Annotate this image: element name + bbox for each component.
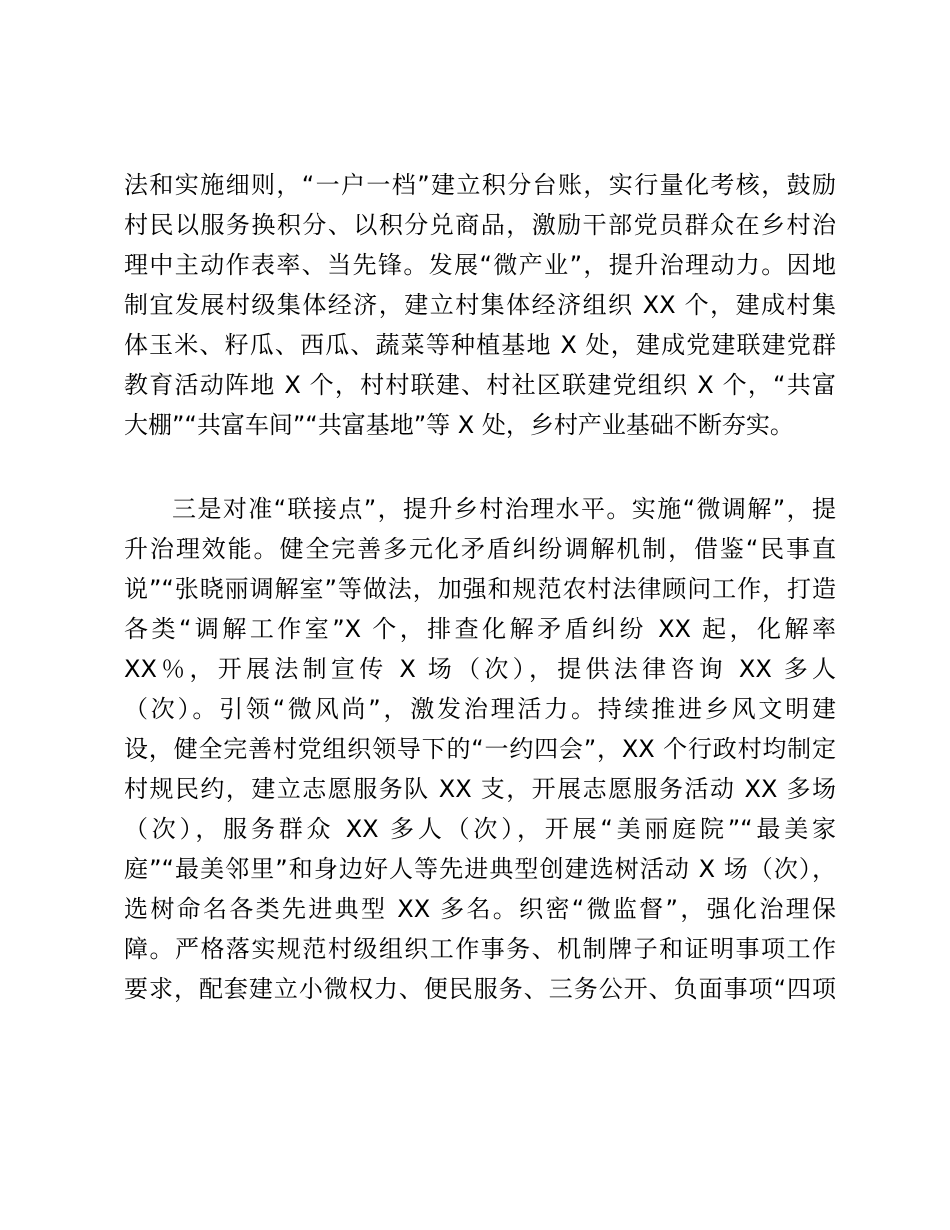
paragraph-line: 要求，配套建立小微权力、便民服务、三务公开、负面事项“四项 <box>124 975 836 1003</box>
paragraph-line: 大棚”“共富车间”“共富基地”等 X 处，乡村产业基础不断夯实。 <box>124 411 794 439</box>
paragraph-line: 制宜发展村级集体经济，建立村集体经济组织 XX 个，建成村集 <box>124 291 836 319</box>
paragraph-line: （次）。引领“微风尚”，激发治理活力。持续推进乡风文明建 <box>124 695 836 723</box>
paragraph-line: 教育活动阵地 X 个，村村联建、村社区联建党组织 X 个，“共富 <box>124 371 836 399</box>
paragraph-line: 村规民约，建立志愿服务队 XX 支，开展志愿服务活动 XX 多场 <box>124 775 836 803</box>
paragraph-line: 理中主动作表率、当先锋。发展“微产业”，提升治理动力。因地 <box>124 251 836 279</box>
paragraph-line: 障。严格落实规范村级组织工作事务、机制牌子和证明事项工作 <box>124 935 836 963</box>
paragraph-line: 庭”“最美邻里”和身边好人等先进典型创建选树活动 X 场（次）， <box>124 855 836 883</box>
paragraph-line: XX％，开展法制宣传 X 场（次），提供法律咨询 XX 多人 <box>124 655 836 683</box>
paragraph-line: 法和实施细则，“一户一档”建立积分台账，实行量化考核，鼓励 <box>124 171 836 199</box>
paragraph-2 <box>124 489 836 1009</box>
paragraph-line: 设，健全完善村党组织领导下的“一约四会”，XX 个行政村均制定 <box>124 735 836 763</box>
paragraph-line: 升治理效能。健全完善多元化矛盾纠纷调解机制，借鉴“民事直 <box>124 535 836 563</box>
paragraph-line: 选树命名各类先进典型 XX 多名。织密“微监督”，强化治理保 <box>124 895 836 923</box>
paragraph-line: （次），服务群众 XX 多人（次），开展“美丽庭院”“最美家 <box>124 815 836 843</box>
paragraph-line: 各类“调解工作室”X 个，排查化解矛盾纠纷 XX 起，化解率 <box>124 615 836 643</box>
paragraph-line: 说”“张晓丽调解室”等做法，加强和规范农村法律顾问工作，打造 <box>124 575 836 603</box>
paragraph-line: 体玉米、籽瓜、西瓜、蔬菜等种植基地 X 处，建成党建联建党群 <box>124 331 836 359</box>
paragraph-line: 村民以服务换积分、以积分兑商品，激励干部党员群众在乡村治 <box>124 211 836 239</box>
paragraph-1 <box>124 165 836 445</box>
paragraph-line: 三是对准“联接点”，提升乡村治理水平。实施“微调解”，提 <box>172 495 836 523</box>
